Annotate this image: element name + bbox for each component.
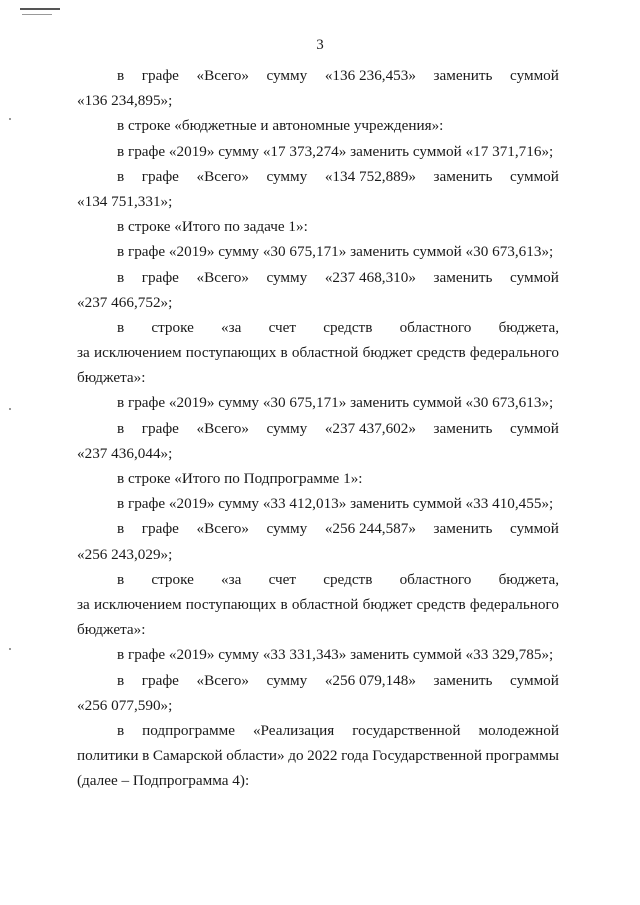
word: «за (221, 318, 242, 336)
word: бюджета, (498, 570, 559, 588)
word: графе (141, 671, 179, 689)
word: средств (323, 570, 373, 588)
word: «Всего» (196, 419, 249, 437)
word: федерального (469, 344, 559, 362)
word: исключением (93, 344, 182, 362)
word: в (117, 671, 125, 689)
word: «Всего» (196, 167, 249, 185)
word: графе (141, 67, 179, 84)
word: молодежной (478, 721, 559, 739)
word: поступающих (185, 344, 277, 362)
word: строке (151, 318, 194, 336)
word: суммой (510, 419, 559, 437)
word: заменить (433, 67, 493, 84)
text-line: бюджета»: (77, 369, 146, 387)
word: «Реализация (252, 721, 335, 739)
word: суммой (510, 67, 559, 84)
word: «237 468,310» (324, 268, 416, 286)
word: средств (416, 595, 466, 613)
word: графе (141, 419, 179, 437)
word: сумму (266, 419, 308, 437)
word: суммой (510, 268, 559, 286)
text-line: в графе «2019» сумму «33 331,343» заменить суммой «33 329,785»; (117, 646, 554, 664)
word: «134 752,889» (324, 167, 416, 185)
text-line (77, 164, 559, 189)
word: «256 244,587» (324, 520, 416, 538)
word: графе (141, 268, 179, 286)
text-line (77, 567, 559, 592)
text-line (77, 743, 559, 768)
text-line: в графе «2019» сумму «33 412,013» заменить суммой «33 410,455»; (117, 495, 554, 513)
text-line (77, 516, 559, 541)
word: «Всего» (196, 67, 249, 84)
word: Самарской (152, 747, 223, 765)
text-line: в строке «бюджетные и автономные учреждения»: (117, 117, 444, 135)
text-line (77, 315, 559, 340)
text-line (77, 63, 559, 88)
word: в (117, 167, 125, 185)
word: до (288, 747, 304, 765)
word: заменить (433, 268, 493, 286)
word: счет (268, 318, 297, 336)
word: графе (141, 520, 179, 538)
word: в (117, 268, 125, 286)
text-line: «136 234,895»; (77, 92, 173, 110)
text-line: «256 077,590»; (77, 696, 173, 714)
word: области» (226, 747, 285, 765)
text-line (77, 592, 559, 617)
word: в (117, 67, 125, 84)
word: заменить (433, 520, 493, 538)
scan-speck (9, 118, 11, 120)
text-line (77, 718, 559, 743)
word: политики (77, 747, 139, 765)
text-line: в графе «2019» сумму «30 675,171» заменить суммой «30 673,613»; (117, 243, 554, 261)
word: в (280, 344, 288, 362)
text-line: «237 466,752»; (77, 293, 173, 311)
word: сумму (266, 671, 308, 689)
word: счет (268, 570, 297, 588)
word: сумму (266, 520, 308, 538)
text-line: в графе «2019» сумму «30 675,171» заменить суммой «30 673,613»; (117, 394, 554, 412)
word: в (117, 318, 125, 336)
word: года (341, 747, 369, 765)
word: подпрограмме (142, 721, 235, 739)
word: средств (416, 344, 466, 362)
word: за (77, 595, 90, 613)
word: строке (151, 570, 194, 588)
word: в (117, 721, 125, 739)
scan-speck (9, 408, 11, 410)
word: суммой (510, 520, 559, 538)
text-line (77, 416, 559, 441)
word: бюджет (362, 595, 413, 613)
text-line: бюджета»: (77, 621, 146, 639)
text-line: «256 243,029»; (77, 545, 173, 563)
word: сумму (266, 167, 308, 185)
text-line: в строке «Итого по задаче 1»: (117, 218, 308, 236)
word: исключением (93, 595, 182, 613)
word: заменить (433, 419, 493, 437)
text-line: в графе «2019» сумму «17 373,274» заменить суммой «17 371,716»; (117, 142, 554, 160)
word: бюджет (362, 344, 413, 362)
word: поступающих (185, 595, 277, 613)
word: за (77, 344, 90, 362)
word: в (142, 747, 150, 765)
word: заменить (433, 671, 493, 689)
word: 2022 (307, 747, 338, 765)
document-body (77, 63, 559, 793)
word: областной (291, 344, 359, 362)
text-line (77, 340, 559, 365)
word: средств (323, 318, 373, 336)
text-line: «237 436,044»; (77, 444, 173, 462)
text-line: (далее – Подпрограмма 4): (77, 772, 250, 790)
word: бюджета, (498, 318, 559, 336)
text-line (77, 668, 559, 693)
word: в (280, 595, 288, 613)
word: суммой (510, 167, 559, 185)
word: Государственной (372, 747, 483, 765)
scan-mark (20, 8, 60, 10)
word: сумму (266, 268, 308, 286)
word: «256 079,148» (324, 671, 416, 689)
word: суммой (510, 671, 559, 689)
word: «Всего» (196, 520, 249, 538)
scan-speck (9, 648, 11, 650)
word: «Всего» (196, 671, 249, 689)
word: сумму (266, 67, 308, 84)
word: заменить (433, 167, 493, 185)
word: графе (141, 167, 179, 185)
word: в (117, 419, 125, 437)
word: в (117, 520, 125, 538)
word: «за (221, 570, 242, 588)
page-number: 3 (316, 37, 324, 53)
word: областной (291, 595, 359, 613)
word: федерального (469, 595, 559, 613)
word: «136 236,453» (324, 67, 416, 84)
text-line: в строке «Итого по Подпрограмме 1»: (117, 470, 363, 487)
word: «Всего» (196, 268, 249, 286)
word: областного (399, 318, 472, 336)
text-line: «134 751,331»; (77, 192, 173, 210)
word: в (117, 570, 125, 588)
word: программы (485, 747, 559, 765)
text-line (77, 265, 559, 290)
scan-mark (22, 14, 52, 15)
word: областного (399, 570, 472, 588)
word: государственной (352, 721, 461, 739)
word: «237 437,602» (324, 419, 416, 437)
